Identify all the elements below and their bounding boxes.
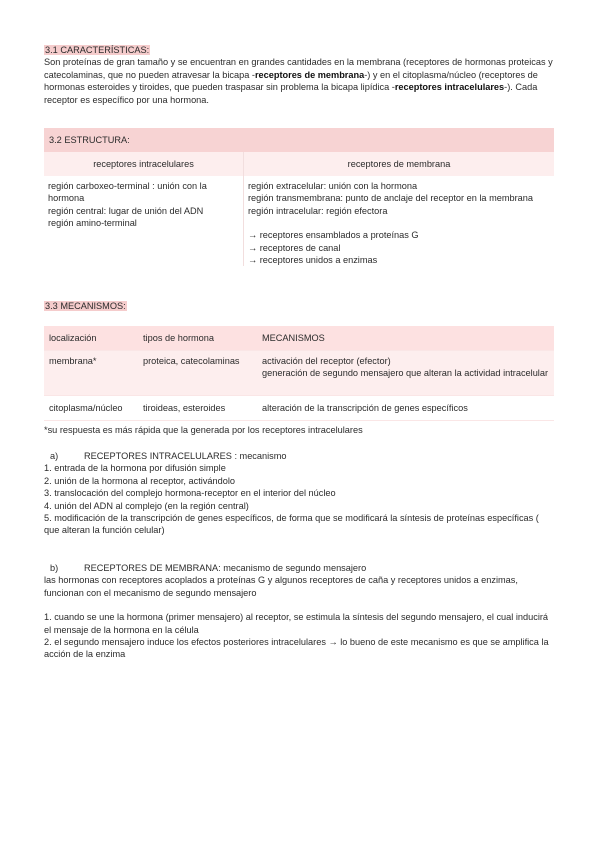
list-item: 2. unión de la hormona al receptor, activándolo	[44, 475, 236, 486]
subsection-title: RECEPTORES INTRACELULARES : mecanismo	[84, 451, 287, 461]
column-header: localización	[49, 332, 97, 343]
list-item: 5. modificación de la transcripción de genes específicos, de forma que se modificará la síntesis de proteínas específicas ( que alteran la función celular)	[44, 513, 539, 536]
list-item: 4. unión del ADN al complejo (en la región central)	[44, 500, 249, 511]
table-cell: citoplasma/núcleo	[49, 402, 123, 413]
column-header-intracelulares: receptores intracelulares	[44, 152, 243, 176]
subsection-letter: b)	[50, 563, 59, 573]
table-row	[44, 351, 554, 396]
table-cell: tiroideas, esteroides	[143, 402, 226, 413]
estructura-table	[44, 128, 554, 266]
list-item: 3. translocación del complejo hormona-receptor en el interior del núcleo	[44, 488, 336, 499]
list-item: región extracelular: unión con la hormona	[248, 181, 418, 191]
table-cell: membrana*	[49, 356, 97, 366]
subsection-letter: a)	[50, 451, 59, 461]
list-item: región central: lugar de unión del ADN	[48, 205, 204, 216]
subsection-title: RECEPTORES DE MEMBRANA: mecanismo de segundo mensajero	[84, 563, 367, 573]
table-cell: activación del receptor (efector) generación de segundo mensajero que alteran la actividad intracelular	[262, 356, 549, 379]
bold-receptores-membrana: receptores de membrana	[254, 69, 365, 80]
list-item: región transmembrana: punto de anclaje del receptor en la membrana	[248, 193, 533, 204]
paragraph: las hormonas con receptores acoplados a proteínas G y algunos receptores de caña y receptores unidos a enzimas, funcionan con el mecanismo de segundo mensajero	[44, 575, 518, 598]
column-header-membrana: receptores de membrana	[244, 152, 554, 176]
caracteristicas-paragraph: Son proteínas de gran tamaño y se encuentran en grandes cantidades en la membrana (receptores de hormonas proteicas y catecolaminas, que no pueden atravesar la bicapa -receptores de membrana-) y en el citoplasma/núcleo (receptores de hormonas esteroides y tiroides, que pueden traspasar sin problema la bicapa lipídica -receptores intracelulares-). Cada receptor es específico por una hormona.	[44, 57, 553, 105]
list-item: 2. el segundo mensajero induce los efectos posteriores intracelulares → lo bueno de este mecanismo es que se amplifica la acción de la enzima	[44, 637, 549, 660]
intracelulares-cell	[44, 176, 244, 266]
list-item: región carboxeo-terminal : unión con la hormona	[48, 181, 207, 204]
list-item: → receptores unidos a enzimas	[248, 255, 378, 266]
footnote: *su respuesta es más rápida que la generada por los receptores intracelulares	[44, 425, 363, 435]
section-title-mecanismos: 3.3 MECANISMOS:	[45, 301, 126, 311]
bold-receptores-intracelulares: receptores intracelulares	[394, 82, 505, 93]
table-row	[44, 396, 554, 421]
list-item: 1. cuando se une la hormona (primer mensajero) al receptor, se estimula la síntesis del segundo mensajero, el cual inducirá el mensaje de la hormona en la célula	[44, 612, 549, 635]
section-caracteristicas	[44, 44, 556, 106]
table-header-row	[44, 326, 554, 351]
list-item: → receptores de canal	[248, 242, 341, 253]
subsection-membrana	[44, 562, 556, 661]
section-title-estructura: 3.2 ESTRUCTURA:	[44, 128, 554, 152]
mecanismos-table	[44, 326, 554, 421]
column-header: tipos de hormona	[143, 332, 214, 343]
table-cell: alteración de la transcripción de genes específicos	[262, 402, 468, 413]
subsection-intracelulares	[44, 450, 556, 537]
list-item: región intracelular: región efectora	[248, 205, 388, 216]
list-item: 1. entrada de la hormona por difusión simple	[44, 463, 226, 474]
list-item: → receptores ensamblados a proteínas G	[248, 230, 419, 241]
list-item: región amino-terminal	[48, 218, 137, 229]
membrana-cell	[244, 176, 554, 266]
column-header: MECANISMOS	[262, 332, 325, 343]
table-cell: proteica, catecolaminas	[143, 356, 240, 366]
section-title-caracteristicas: 3.1 CARACTERÍSTICAS:	[45, 45, 150, 55]
